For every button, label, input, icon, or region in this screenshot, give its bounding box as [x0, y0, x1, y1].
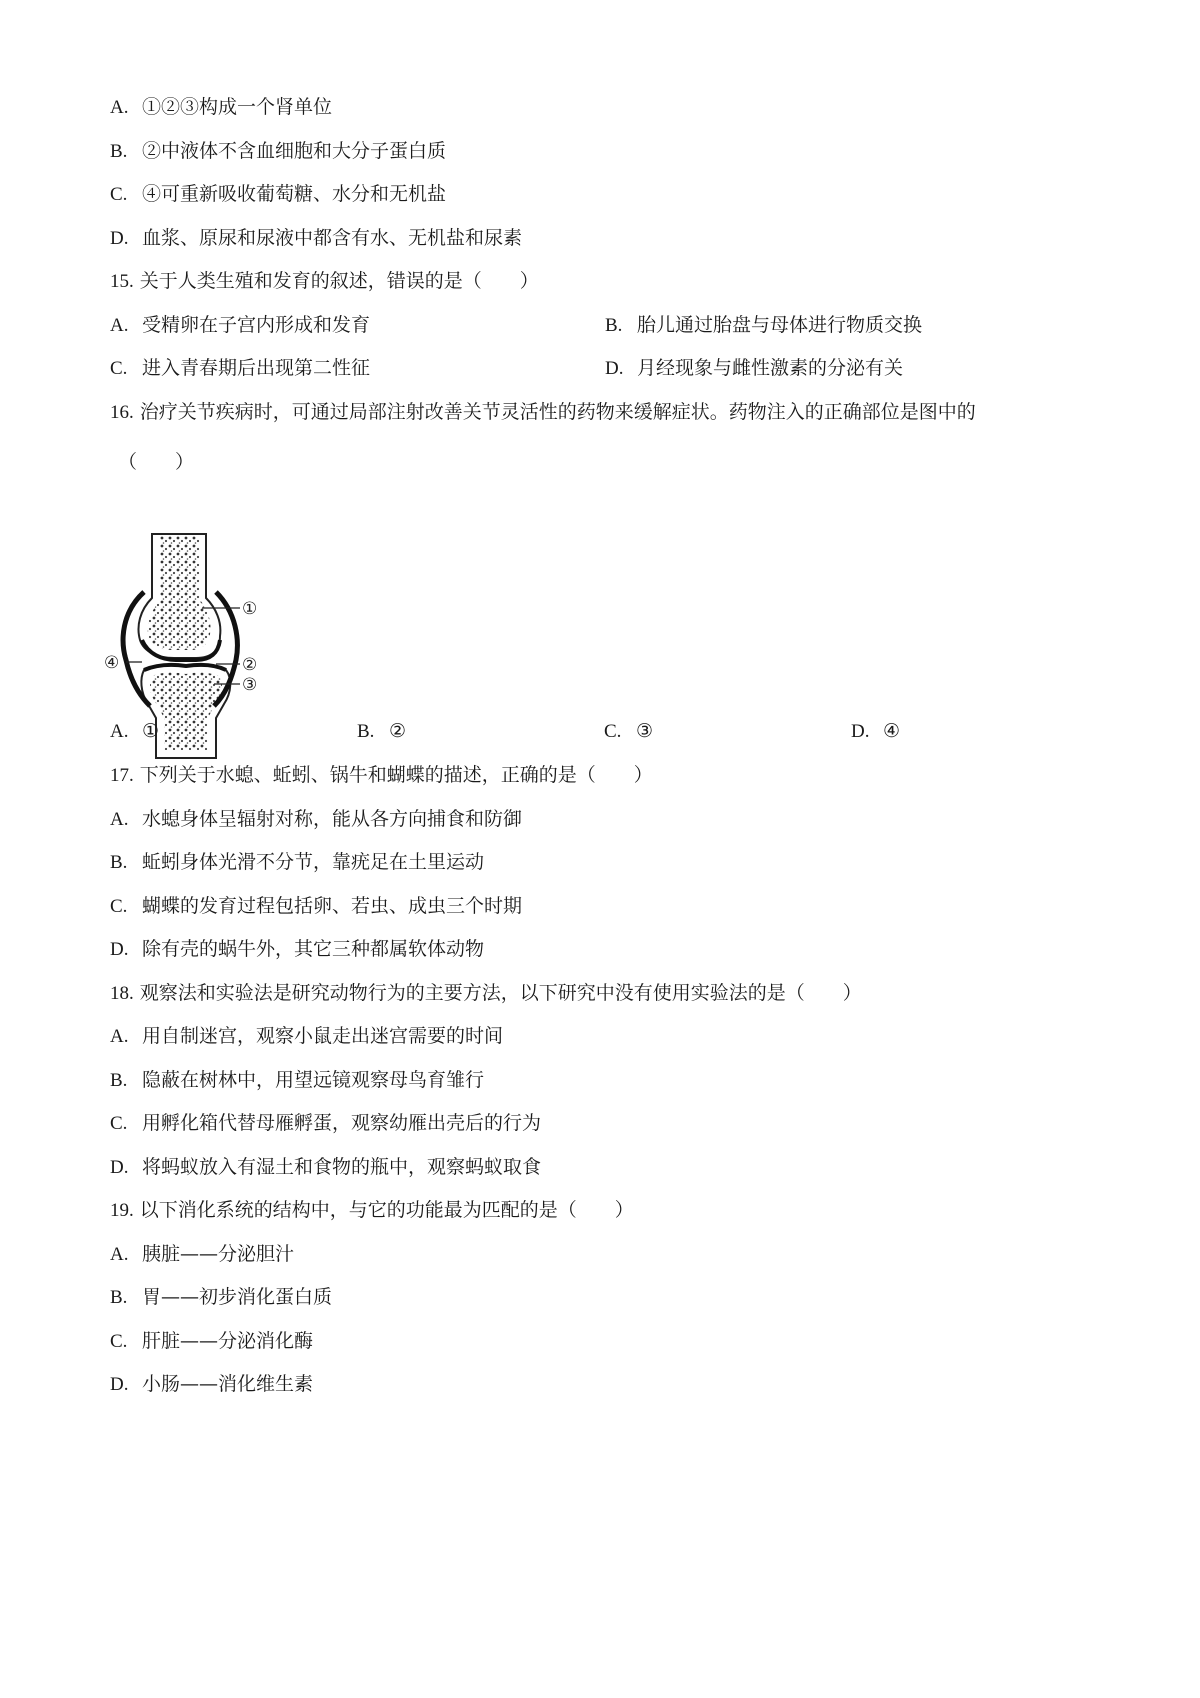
q18-option-a: A. 用自制迷宫，观察小鼠走出迷宫需要的时间	[110, 1025, 504, 1047]
q16-stem: 16. 治疗关节疾病时，可通过局部注射改善关节灵活性的药物来缓解症状。药物注入的正确部位是图中的	[110, 401, 976, 423]
q15-option-d: D. 月经现象与雌性激素的分泌有关	[605, 357, 904, 379]
q16-option-a: A. ①	[110, 720, 160, 742]
q19-option-d: D. 小肠——消化维生素	[110, 1373, 314, 1395]
q16-stem-tail: （ ）	[118, 451, 195, 473]
q18-option-c: C. 用孵化箱代替母雁孵蛋，观察幼雁出壳后的行为	[110, 1112, 542, 1134]
q17-option-d: D. 除有壳的蜗牛外，其它三种都属软体动物	[110, 938, 485, 960]
prev-option-b: B. ②中液体不含血细胞和大分子蛋白质	[110, 140, 447, 162]
q15-option-a: A. 受精卵在子宫内形成和发育	[110, 314, 371, 336]
q15-option-c: C. 进入青春期后出现第二性征	[110, 357, 371, 379]
q17-option-b: B. 蚯蚓身体光滑不分节，靠疣足在土里运动	[110, 851, 485, 873]
q18-option-b: B. 隐蔽在树林中，用望远镜观察母鸟育雏行	[110, 1069, 485, 1091]
figure-label-4: ④	[104, 653, 120, 673]
q19-option-b: B. 胃——初步消化蛋白质	[110, 1286, 333, 1308]
q15-stem: 15. 关于人类生殖和发育的叙述，错误的是（ ）	[110, 270, 539, 292]
prev-option-a: A. ①②③构成一个肾单位	[110, 96, 333, 118]
q19-option-a: A. 胰脏——分泌胆汁	[110, 1243, 295, 1265]
q18-option-d: D. 将蚂蚁放入有湿土和食物的瓶中，观察蚂蚁取食	[110, 1156, 542, 1178]
q16-option-c: C. ③	[604, 720, 654, 742]
q19-option-c: C. 肝脏——分泌消化酶	[110, 1330, 314, 1352]
q16-option-b: B. ②	[357, 720, 407, 742]
q15-option-b: B. 胎儿通过胎盘与母体进行物质交换	[605, 314, 923, 336]
q19-stem: 19. 以下消化系统的结构中，与它的功能最为匹配的是（ ）	[110, 1199, 634, 1221]
figure-label-3: ③	[242, 675, 258, 695]
figure-label-2: ②	[242, 655, 258, 675]
q17-option-a: A. 水螅身体呈辐射对称，能从各方向捕食和防御	[110, 808, 523, 830]
q17-stem: 17. 下列关于水螅、蚯蚓、锅牛和蝴蝶的描述，正确的是（ ）	[110, 764, 653, 786]
prev-option-c: C. ④可重新吸收葡萄糖、水分和无机盐	[110, 183, 447, 205]
q17-option-c: C. 蝴蝶的发育过程包括卵、若虫、成虫三个时期	[110, 895, 523, 917]
prev-option-d: D. 血浆、原尿和尿液中都含有水、无机盐和尿素	[110, 227, 523, 249]
q18-stem: 18. 观察法和实验法是研究动物行为的主要方法，以下研究中没有使用实验法的是（ ）	[110, 982, 862, 1004]
q16-option-d: D. ④	[851, 720, 901, 742]
figure-label-1: ①	[242, 599, 258, 619]
